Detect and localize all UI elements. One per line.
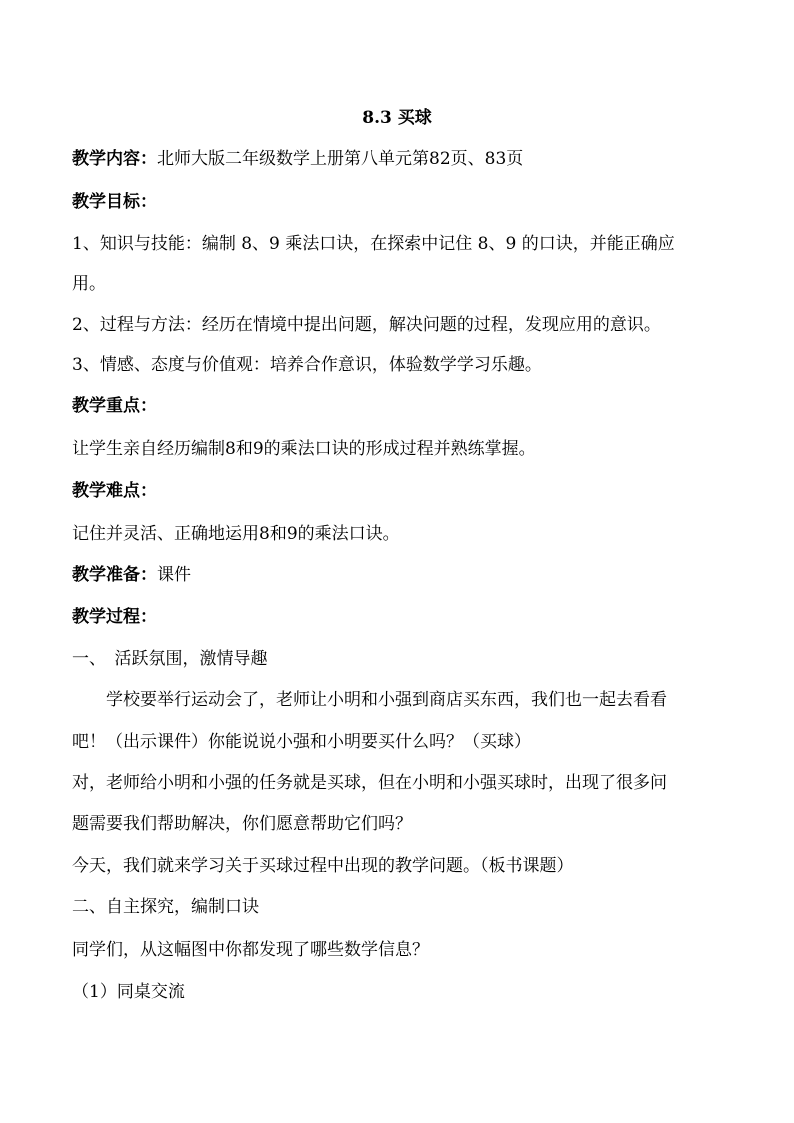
preparation-text: 课件 — [157, 565, 191, 585]
goal-item-2: 2、过程与方法：经历在情境中提出问题，解决问题的过程，发现应用的意识。 — [72, 315, 661, 335]
section-1-heading: 一、 活跃氛围，激情导趣 — [72, 649, 268, 669]
section-2-heading: 二、自主探究，编制口诀 — [72, 897, 259, 917]
paragraph-4: 同学们，从这幅图中你都发现了哪些数学信息？ — [72, 940, 429, 960]
difficulties-text: 记住并灵活、正确地运用8和9的乘法口诀。 — [72, 524, 400, 544]
preparation-label: 教学准备： — [72, 565, 157, 585]
paragraph-2-line-1: 对，老师给小明和小强的任务就是买球，但在小明和小强买球时，出现了很多问 — [72, 773, 667, 793]
paragraph-3: 今天，我们就来学习关于买球过程中出现的教学问题。（板书课题） — [72, 856, 574, 876]
key-points-text: 让学生亲自经历编制8和9的乘法口诀的形成过程并熟练掌握。 — [72, 439, 536, 459]
goal-item-1: 1、知识与技能：编制 8、9 乘法口诀，在探索中记住 8、9 的口诀，并能正确应 — [72, 234, 675, 254]
goal-item-3: 3、情感、态度与价值观：培养合作意识，体验数学学习乐趣。 — [72, 355, 542, 375]
content-line — [72, 148, 732, 170]
document-title: 8.3 买球 — [362, 108, 432, 128]
process-heading: 教学过程： — [72, 607, 157, 627]
content-text: 北师大版二年级数学上册第八单元第82页、83页 — [157, 149, 524, 169]
preparation-line — [72, 564, 732, 586]
content-label: 教学内容： — [72, 149, 157, 169]
paragraph-1-line-2: 吧！（出示课件）你能说说小强和小明要买什么吗？（买球） — [72, 732, 531, 752]
difficulties-heading: 教学难点： — [72, 481, 157, 501]
goal-item-1-cont: 用。 — [72, 274, 106, 294]
goals-heading: 教学目标： — [72, 192, 157, 212]
paragraph-1-line-1: 学校要举行运动会了，老师让小明和小强到商店买东西，我们也一起去看看 — [106, 690, 667, 710]
paragraph-2-line-2: 题需要我们帮助解决，你们愿意帮助它们吗？ — [72, 814, 412, 834]
step-1: （1）同桌交流 — [72, 982, 185, 1002]
key-points-heading: 教学重点： — [72, 396, 157, 416]
